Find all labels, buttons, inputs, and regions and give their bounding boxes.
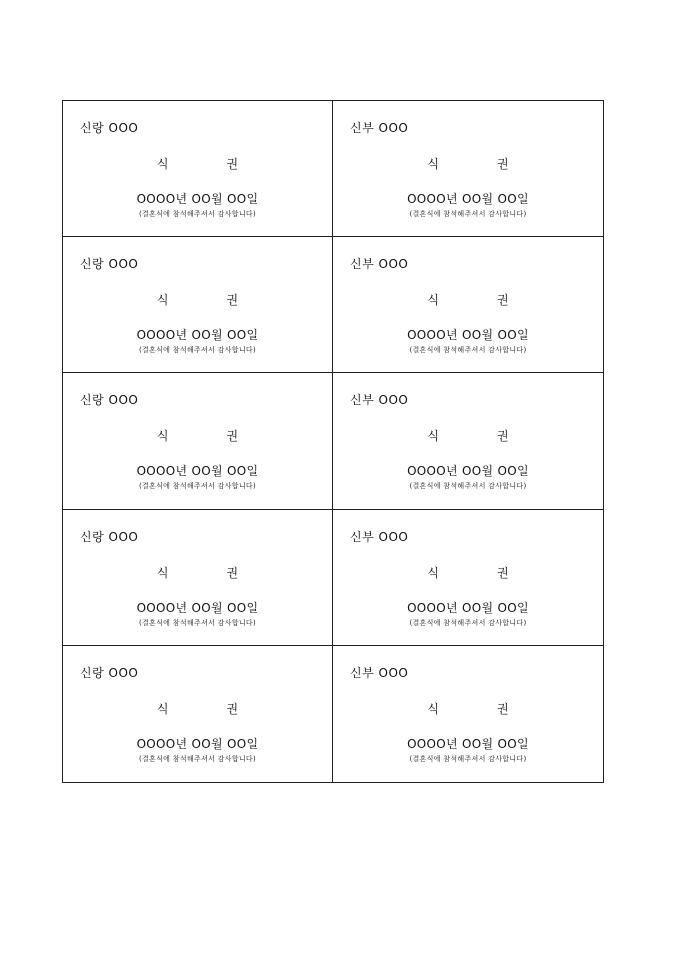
ticket-date: OOOO년 OO월 OO일	[136, 328, 259, 343]
ticket-title	[63, 427, 332, 444]
meal-ticket-bride	[333, 646, 603, 782]
meal-ticket-groom	[63, 510, 333, 646]
meal-ticket-groom	[63, 237, 333, 373]
ticket-title	[333, 427, 603, 444]
ticket-title-second: 권	[497, 157, 509, 171]
ticket-title-first: 식	[427, 157, 439, 171]
meal-ticket-bride	[333, 237, 603, 373]
ticket-title	[333, 564, 603, 581]
ticket-thanks: (결혼식에 참석해주셔서 감사합니다)	[138, 482, 257, 491]
ticket-holder: 신부 OOO	[350, 665, 409, 680]
ticket-holder: 신랑 OOO	[80, 529, 139, 544]
meal-ticket-bride	[333, 373, 603, 509]
ticket-thanks: (결혼식에 참석해주셔서 감사합니다)	[138, 618, 257, 627]
ticket-title-second: 권	[497, 293, 509, 308]
ticket-title-second: 권	[497, 565, 509, 580]
meal-ticket-sheet	[62, 100, 604, 783]
ticket-title	[63, 155, 332, 172]
ticket-title-first: 식	[156, 157, 169, 171]
meal-ticket-bride	[333, 101, 603, 237]
ticket-thanks: (결혼식에 참석해주셔서 감사합니다)	[409, 618, 527, 627]
ticket-title-second: 권	[497, 701, 509, 716]
ticket-date: OOOO년 OO월 OO일	[407, 192, 529, 206]
ticket-title-second: 권	[226, 293, 239, 308]
meal-ticket-groom	[63, 646, 333, 782]
ticket-holder: 신랑 OOO	[80, 393, 139, 408]
ticket-holder: 신랑 OOO	[80, 257, 139, 272]
ticket-title-first: 식	[156, 293, 169, 308]
ticket-title-first: 식	[156, 429, 169, 444]
ticket-title	[333, 700, 603, 717]
ticket-title	[63, 700, 332, 717]
ticket-title-second: 권	[226, 157, 239, 171]
ticket-thanks: (결혼식에 참석해주셔서 감사합니다)	[409, 346, 527, 355]
ticket-date: OOOO년 OO월 OO일	[136, 192, 259, 206]
ticket-thanks: (결혼식에 참석해주셔서 감사합니다)	[138, 754, 257, 763]
ticket-date: OOOO년 OO월 OO일	[407, 600, 529, 615]
ticket-holder: 신부 OOO	[350, 121, 409, 135]
ticket-title-second: 권	[226, 565, 239, 580]
ticket-thanks: (결혼식에 참석해주셔서 감사합니다)	[409, 482, 527, 491]
ticket-title-first: 식	[156, 701, 169, 716]
ticket-holder: 신부 OOO	[350, 257, 409, 272]
ticket-title-first: 식	[427, 429, 439, 444]
ticket-title-first: 식	[427, 293, 439, 308]
ticket-holder: 신랑 OOO	[80, 121, 139, 135]
ticket-date: OOOO년 OO월 OO일	[136, 736, 259, 751]
ticket-thanks: (결혼식에 참석해주셔서 감사합니다)	[138, 346, 257, 355]
ticket-title	[333, 291, 603, 308]
ticket-holder: 신부 OOO	[350, 393, 409, 408]
ticket-title	[63, 291, 332, 308]
ticket-title	[63, 564, 332, 581]
ticket-holder: 신랑 OOO	[80, 665, 139, 680]
ticket-date: OOOO년 OO월 OO일	[407, 736, 529, 751]
ticket-title-first: 식	[427, 565, 439, 580]
ticket-date: OOOO년 OO월 OO일	[136, 464, 259, 479]
ticket-date: OOOO년 OO월 OO일	[407, 464, 529, 479]
ticket-thanks: (결혼식에 참석해주셔서 감사합니다)	[409, 210, 527, 218]
meal-ticket-bride	[333, 510, 603, 646]
ticket-holder: 신부 OOO	[350, 529, 409, 544]
ticket-title-second: 권	[497, 429, 509, 444]
ticket-title-second: 권	[226, 429, 239, 444]
ticket-title-first: 식	[156, 565, 169, 580]
ticket-date: OOOO년 OO월 OO일	[407, 328, 529, 343]
ticket-thanks: (결혼식에 참석해주셔서 감사합니다)	[409, 754, 527, 763]
ticket-thanks: (결혼식에 참석해주셔서 감사합니다)	[138, 210, 257, 218]
ticket-title-second: 권	[226, 701, 239, 716]
ticket-title	[333, 155, 603, 172]
ticket-title-first: 식	[427, 701, 439, 716]
meal-ticket-groom	[63, 373, 333, 509]
meal-ticket-groom	[63, 101, 333, 237]
ticket-date: OOOO년 OO월 OO일	[136, 600, 259, 615]
